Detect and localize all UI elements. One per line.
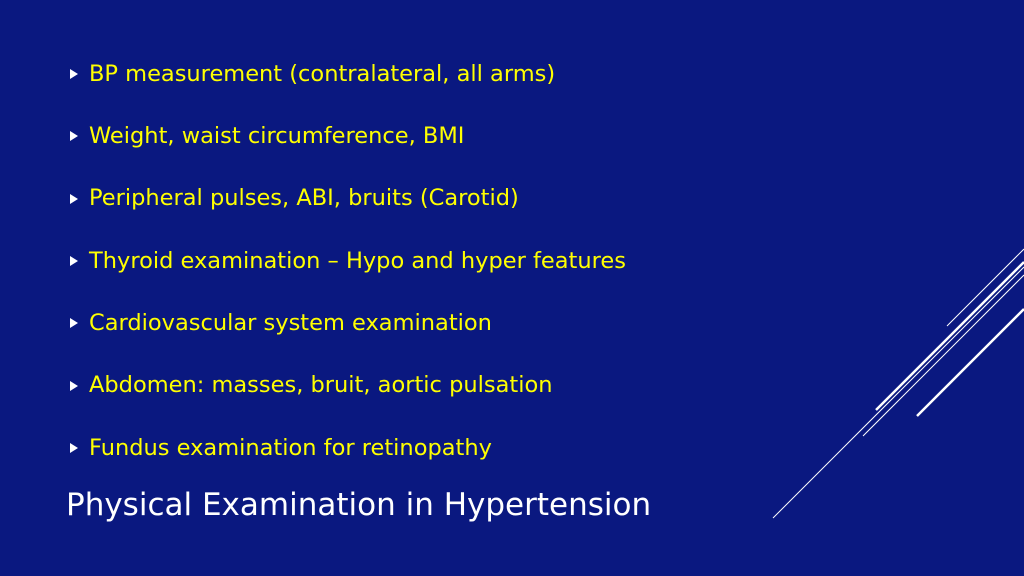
bullet-text: Peripheral pulses, ABI, bruits (Carotid) (89, 185, 519, 212)
decor-line (876, 262, 1024, 410)
bullet-text: Fundus examination for retinopathy (89, 434, 492, 461)
decor-line (917, 309, 1024, 416)
bullet-text: BP measurement (contralateral, all arms) (89, 60, 556, 87)
slide-title: Physical Examination in Hypertension (66, 487, 652, 523)
bullet-text: Abdomen: masses, bruit, aortic pulsation (89, 372, 553, 399)
bullet-text: Weight, waist circumference, BMI (89, 123, 465, 150)
decor-line (773, 267, 1024, 518)
bullet-text: Thyroid examination – Hypo and hyper features (89, 247, 626, 274)
decor-line (947, 249, 1024, 326)
bullet-text: Cardiovascular system examination (89, 310, 492, 337)
decor-line (863, 275, 1024, 436)
